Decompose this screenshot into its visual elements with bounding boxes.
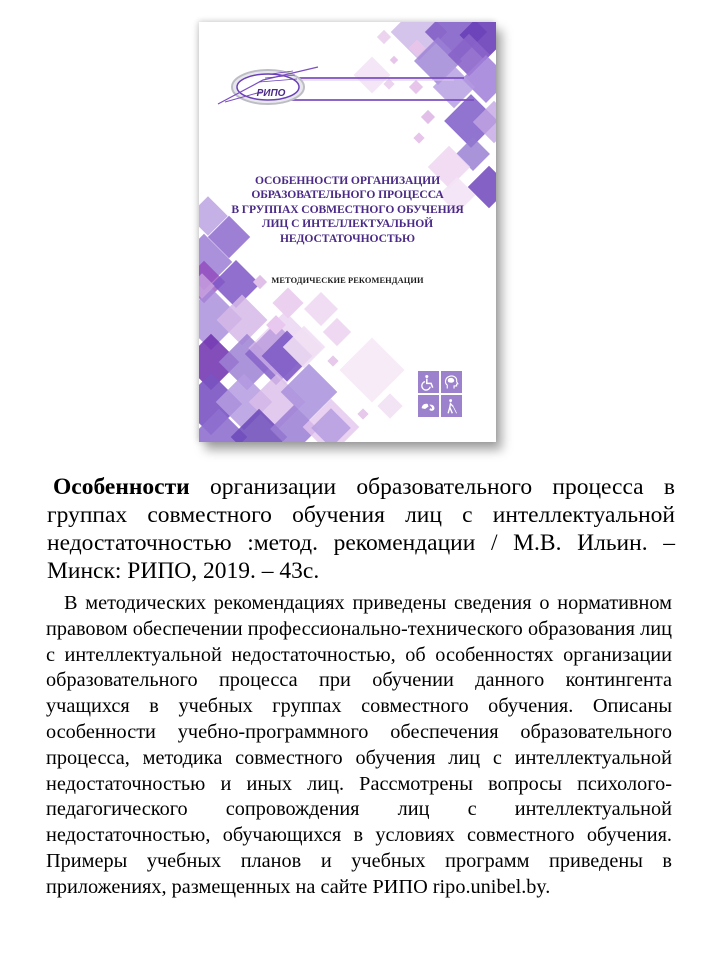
head-brain-icon (441, 371, 462, 393)
cover-title (199, 174, 496, 246)
cover-title-line: НЕДОСТАТОЧНОСТЬЮ (280, 231, 415, 245)
wheelchair-icon (418, 371, 439, 393)
cover-subtitle: МЕТОДИЧЕСКИЕ РЕКОМЕНДАЦИИ (271, 276, 424, 285)
cover-title-line: ОСОБЕННОСТИ ОРГАНИЗАЦИИ (254, 174, 441, 187)
blind-person-cane-icon (441, 395, 462, 417)
citation-text: организации образовательного процесса в группах совместного обучения лиц с интеллектуальной недостаточностью :метод. рекомендации / М.В. Ильин. – Минск: РИПО, 2019. – 43с. (47, 474, 675, 584)
bibliographic-citation (47, 473, 675, 585)
svg-text:РИПО: РИПО (256, 88, 286, 99)
cover-title-line: ОБРАЗОВАТЕЛЬНОГО ПРОЦЕССА (251, 188, 444, 202)
sign-language-icon (418, 395, 439, 417)
ripo-logo (213, 62, 323, 112)
citation-bold-lead: Особенности (53, 474, 190, 500)
cover-title-line: ЛИЦ С ИНТЕЛЛЕКТУАЛЬНОЙ (261, 217, 434, 231)
abstract-paragraph: В методических рекомендациях приведены сведения о нормативном правовом обеспечении профессионально-технического образования лиц с интеллектуальной недостаточностью, об особенностях организации образовательного процесса при обучении данного контингента учащихся в учебных группах совместного обучения. Описаны особенности учебно-программного обеспечения образовательного процесса, методика совместного обучения лиц с интеллектуальной недостаточностью и иных лиц. Рассмотрены вопросы психолого-педагогического сопровождения лиц с интеллектуальной недостаточностью, обучающихся в условиях совместного обучения. Примеры учебных планов и учебных программ приведены в приложениях, размещенных на сайте РИПО ripo.unibel.by. (46, 592, 672, 898)
cover-title-line: В ГРУППАХ СОВМЕСТНОГО ОБУЧЕНИЯ (231, 202, 464, 216)
accessibility-icons (418, 371, 463, 417)
book-cover (199, 22, 496, 442)
